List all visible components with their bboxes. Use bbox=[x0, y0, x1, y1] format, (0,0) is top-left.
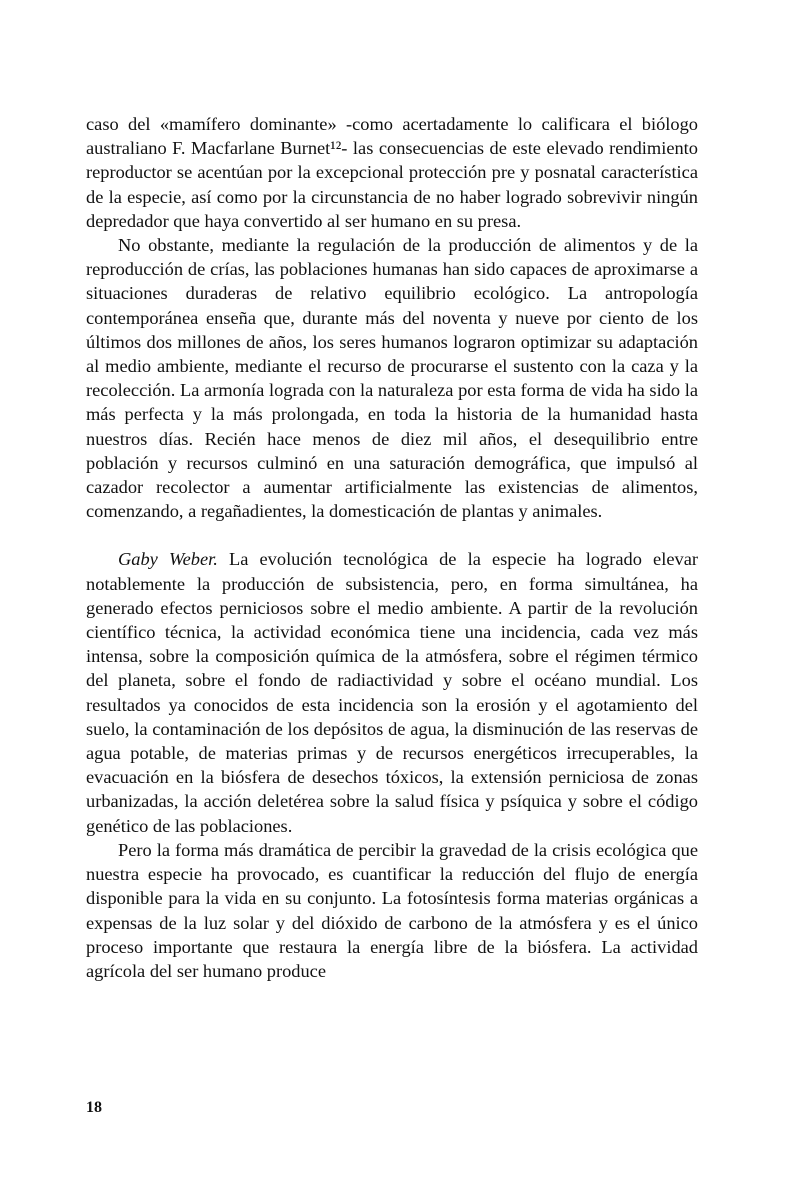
paragraph-1 bbox=[86, 112, 698, 233]
body-text bbox=[86, 112, 698, 983]
page-number: 18 bbox=[86, 1099, 102, 1116]
paragraph-2-text: No obstante, mediante la regulación de la producción de alimentos y de la reproducción de crías, las poblaciones humanas han sido capaces de aproximarse a situaciones duraderas de relativo equilibrio ecológico. La antropología contemporánea enseña que, durante más del noventa y nueve por ciento de los últimos dos millones de años, los seres humanos lograron optimizar su adaptación al medio ambiente, mediante el recurso de procurarse el sustento con la caza y la recolección. La armonía lograda con la naturaleza por esta forma de vida ha sido la más perfecta y la más prolongada, en toda la historia de la humanidad hasta nuestros días. Recién hace menos de diez mil años, el desequilibrio entre población y recursos culminó en una saturación demográfica, que impulsó al cazador recolector a aumentar artificialmente las existencias de alimentos, comenzando, a regañadientes, la domesticación de plantas y animales. bbox=[86, 235, 698, 522]
speaker-name: Gaby Weber. bbox=[118, 549, 218, 570]
paragraph-2 bbox=[86, 233, 698, 523]
paragraph-1-text: caso del «mamífero dominante» -como acertadamente lo calificara el biólogo australiano F. Macfarlane Burnet¹²- las consecuencias de este elevado rendimiento reproductor se acentúan por la excepcional protección pre y posnatal característica de la especie, así como por la circunstancia de no haber logrado sobrevivir ningún depredador que haya convertido al ser humano en su presa. bbox=[86, 114, 698, 231]
paragraph-4 bbox=[86, 838, 698, 983]
paragraph-3 bbox=[86, 547, 698, 837]
paragraph-4-text: Pero la forma más dramática de percibir la gravedad de la crisis ecológica que nuestra especie ha provocado, es cuantificar la reducción del flujo de energía disponible para la vida en su conjunto. La fotosíntesis forma materias orgánicas a expensas de la luz solar y del dióxido de carbono de la atmósfera y es el único proceso importante que restaura la energía libre de la biósfera. La actividad agrícola del ser humano produce bbox=[86, 839, 698, 981]
paragraph-3-text: La evolución tecnológica de la especie ha logrado elevar notablemente la producción de subsistencia, pero, en forma simultánea, ha generado efectos perniciosos sobre el medio ambiente. A partir de la revolución científico técnica, la actividad económica tiene una incidencia, cada vez más intensa, sobre la composición química de la atmósfera, sobre el régimen térmico del planeta, sobre el fondo de radiactividad y sobre el océano mundial. Los resultados ya conocidos de esta incidencia son la erosión y el agotamiento del suelo, la contaminación de los depósitos de agua, la disminución de las reservas de agua potable, de materias primas y de recursos energéticos irrecuperables, la evacuación en la biósfera de desechos tóxicos, la extensión perniciosa de zonas urbanizadas, la acción deletérea sobre la salud física y psíquica y sobre el código genético de las poblaciones. bbox=[86, 549, 698, 836]
